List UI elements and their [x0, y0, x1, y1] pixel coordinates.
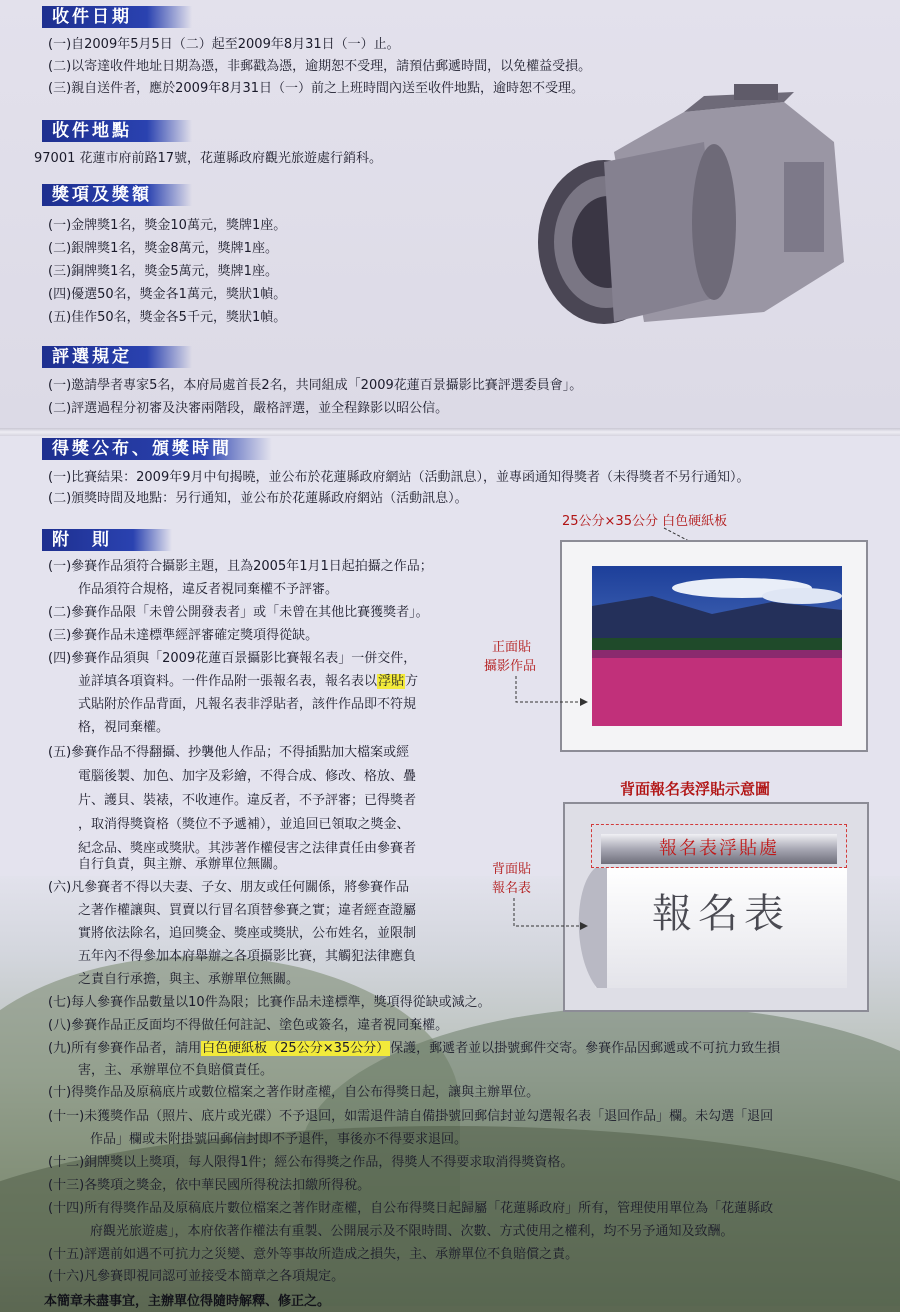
rule-line: 片、護貝、裝裱，不收連作。違反者，不予評審；已得獎者 [78, 793, 417, 808]
announce-line: (二)頒獎時間及地點：另行通知，並公布於花蓮縣政府網站（活動訊息）。 [48, 491, 468, 506]
award-line: (四)優選50名，獎金各1萬元，獎狀1幀。 [48, 287, 287, 302]
rule-line: (十五)評選前如遇不可抗力之災變、意外等事故所造成之損失，主、承辦單位不負賠償之責。 [48, 1247, 579, 1262]
rule-line: 自行負責，與主辦、承辦單位無關。 [78, 857, 287, 872]
rule-line: (十三)各獎項之獎金，依中華民國所得稅法扣繳所得稅。 [48, 1178, 371, 1193]
rule-line: (七)每人參賽作品數量以10件為限；比賽作品未達標準，獎項得從缺或減之。 [48, 995, 491, 1010]
rule-line: 格，視同棄權。 [78, 720, 170, 735]
rule-text: (九)所有參賽作品者，請用 [48, 1041, 202, 1056]
rule-line: 紀念品、獎座或獎狀。其涉著作權侵害之法律責任由參賽者 [78, 841, 417, 856]
front-board [560, 540, 868, 752]
judging-line: (二)評選過程分初審及決審兩階段，嚴格評選，並全程錄影以昭公信。 [48, 401, 449, 416]
receive-date-line: (二)以寄達收件地址日期為憑，非郵戳為憑，逾期恕不受理，請預估郵遞時間，以免權益受損。 [48, 59, 592, 74]
camera-illustration [534, 82, 854, 332]
section-title-awards: 獎項及獎額 [42, 184, 192, 206]
front-label: 正面貼 [492, 640, 532, 655]
rule-line: (十六)凡參賽即視同認可並接受本簡章之各項規定。 [48, 1269, 345, 1284]
receive-date-line: (三)親自送件者，應於2009年8月31日（一）前之上班時間內送至收件地點，逾時恕不受理。 [48, 81, 585, 96]
award-line: (三)銅牌獎1名，獎金5萬元，獎牌1座。 [48, 264, 278, 279]
rule-line: (十四)所有得獎作品及原稿底片數位檔案之著作財產權，自公布得獎日起歸屬「花蓮縣政府」所有，管理使用單位為「花蓮縣政 [48, 1201, 774, 1216]
rule-line: (三)參賽作品未達標準經評審確定獎項得從缺。 [48, 628, 319, 643]
rule-line: (一)參賽作品須符合攝影主題，且為2005年1月1日起拍攝之作品； [48, 559, 433, 574]
rule-line: 害，主、承辦單位不負賠償責任。 [78, 1063, 274, 1078]
rule-text: 並詳填各項資料。一件作品附一張報名表，報名表以 [78, 674, 378, 689]
rule-line: (四)參賽作品須與「2009花蓮百景攝影比賽報名表」一併交件， [48, 651, 417, 666]
rule-line: 府觀光旅遊處」，本府依著作權法有重製、公開展示及不限時間、次數、方式使用之權利，均不另予通知及致酬。 [90, 1224, 734, 1239]
entry-form-text: 報名表 [652, 891, 790, 937]
rule-line: 之著作權讓與、買賣以行冒名頂替參賽之實；違者經查證屬 [78, 903, 417, 918]
section-title-receive-place: 收件地點 [42, 120, 192, 142]
rule-line: 作品」欄或未附掛號回郵信封即不予退件，事後亦不得要求退回。 [90, 1132, 468, 1147]
award-line: (五)佳作50名，獎金各5千元，獎狀1幀。 [48, 310, 287, 325]
rule-line: (六)凡參賽者不得以夫妻、子女、朋友或任何關係，將參賽作品 [48, 880, 410, 895]
rule-line: (八)參賽作品正反面均不得做任何註記、塗色或簽名，違者視同棄權。 [48, 1018, 449, 1033]
back-board [563, 802, 869, 1012]
rule-line: 式貼附於作品背面，凡報名表非浮貼者，該件作品即不符規 [78, 697, 417, 712]
rule-line: 電腦後製、加色、加字及彩繪，不得合成、修改、格放、疊 [78, 769, 417, 784]
landscape-photo [592, 566, 842, 726]
tab-label: 報名表浮貼處 [601, 834, 837, 864]
rule-line [48, 1040, 780, 1057]
back-label: 背面貼 [492, 862, 532, 877]
rule-line [78, 673, 418, 690]
board-size-caption: 25公分×35公分 白色硬紙板 [562, 514, 728, 529]
judging-line: (一)邀請學者專家5名，本府局處首長2名，共同組成「2009花蓮百景攝影比賽評選委員會」。 [48, 378, 583, 393]
receive-address: 97001 花蓮市府前路17號，花蓮縣政府觀光旅遊處行銷科。 [34, 151, 383, 166]
highlighted-text: 白色硬紙板（25公分×35公分） [202, 1041, 390, 1056]
paper-fold-line [0, 428, 900, 436]
rule-line: (十)得獎作品及原稿底片或數位檔案之著作財產權，自公布得獎日起，讓與主辦單位。 [48, 1085, 540, 1100]
rule-line: 作品須符合規格，違反者視同棄權不予評審。 [78, 582, 339, 597]
rule-text: 保護，郵遞者並以掛號郵件交寄。參賽作品因郵遞或不可抗力致生損 [390, 1041, 781, 1056]
rule-line: ，取消得獎資格（獎位不予遞補），並追回已領取之獎金、 [78, 817, 410, 832]
receive-date-line: (一)自2009年5月5日（二）起至2009年8月31日（一）止。 [48, 37, 400, 52]
rule-line: (十二)銅牌獎以上獎項，每人限得1件；經公布得獎之作品，得獎人不得要求取消得獎資格。 [48, 1155, 574, 1170]
front-label: 攝影作品 [484, 659, 537, 674]
back-diagram-title: 背面報名表浮貼示意圖 [620, 780, 771, 798]
award-line: (一)金牌獎1名，獎金10萬元，獎牌1座。 [48, 218, 287, 233]
announce-line: (一)比賽結果：2009年9月中旬揭曉，並公布於花蓮縣政府網站（活動訊息），並專函通知得獎者（未得獎者不另行通知）。 [48, 470, 750, 485]
back-label: 報名表 [492, 881, 532, 896]
rule-line: (五)參賽作品不得翻攝、抄襲他人作品；不得插點加大檔案或經 [48, 745, 410, 760]
section-title-rules: 附 則 [42, 529, 172, 551]
pointer-arrow [510, 896, 590, 936]
section-title-announce: 得獎公布、頒獎時間 [42, 438, 272, 460]
section-title-receive-date: 收件日期 [42, 6, 192, 28]
footer-note: 本簡章未盡事宜，主辦單位得隨時解釋、修正之。 [44, 1294, 331, 1309]
rule-line: 實將依法除名，追回獎金、獎座或獎狀，公布姓名，並限制 [78, 926, 417, 941]
rule-line: (二)參賽作品限「未曾公開發表者」或「未曾在其他比賽獲獎者」。 [48, 605, 429, 620]
rule-text: 方 [405, 674, 419, 689]
rule-line: (十一)未獲獎作品（照片、底片或光碟）不予退回，如需退件請自備掛號回郵信封並勾選報名表「退回作品」欄。未勾選「退回 [48, 1109, 774, 1124]
section-title-judging: 評選規定 [42, 346, 192, 368]
entry-form-sheet [595, 868, 847, 988]
rule-line: 五年內不得參加本府舉辦之各項攝影比賽，其觸犯法律應負 [78, 949, 417, 964]
rule-line: 之責自行承擔，與主、承辦單位無關。 [78, 972, 300, 987]
highlighted-text: 浮貼 [378, 674, 405, 689]
award-line: (二)銀牌獎1名，獎金8萬元，獎牌1座。 [48, 241, 278, 256]
pointer-arrow [512, 674, 592, 708]
